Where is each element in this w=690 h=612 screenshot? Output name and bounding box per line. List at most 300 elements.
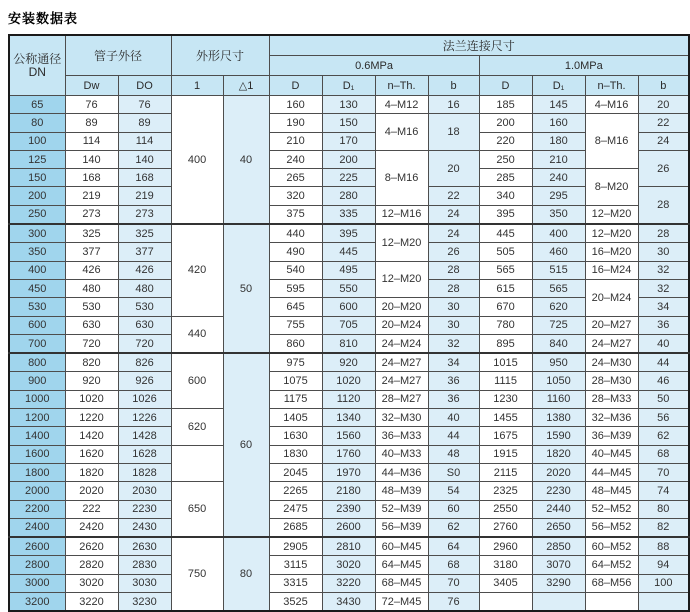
data-cell: 826	[118, 353, 171, 372]
data-cell: 2390	[322, 500, 375, 518]
data-cell: 1050	[532, 372, 585, 390]
data-cell: 80	[223, 537, 269, 611]
table-row	[9, 556, 689, 574]
data-cell: 445	[322, 243, 375, 261]
data-cell: 210	[532, 150, 585, 168]
data-cell: 76	[428, 593, 479, 612]
data-cell: 2810	[322, 537, 375, 556]
table-row	[9, 537, 689, 556]
data-cell: 3115	[269, 556, 322, 574]
data-cell: 68–M56	[585, 574, 638, 592]
data-cell: 720	[118, 334, 171, 353]
table-row	[9, 518, 689, 537]
col-header-overall-size: 外形尺寸	[171, 35, 269, 76]
data-cell: 3020	[65, 574, 118, 592]
data-cell: 36	[428, 390, 479, 408]
data-cell: 250	[479, 150, 532, 168]
table-row	[9, 114, 689, 132]
data-cell: 2905	[269, 537, 322, 556]
data-cell	[479, 593, 532, 612]
table-row	[9, 96, 689, 114]
data-cell: 28	[638, 224, 689, 243]
dn-cell: 1400	[9, 427, 65, 445]
dn-cell: 2000	[9, 482, 65, 500]
data-cell: 620	[171, 409, 223, 446]
data-cell: 840	[532, 334, 585, 353]
data-cell: 595	[269, 279, 322, 297]
dn-cell: 150	[9, 169, 65, 187]
col-header-pipe-od: 管子外径	[65, 35, 171, 76]
data-cell: 565	[532, 279, 585, 297]
col-header-dn-line1: 公称通径	[13, 51, 62, 66]
col-header-10mpa: 1.0MPa	[479, 56, 689, 76]
data-cell: 1020	[322, 372, 375, 390]
data-cell: 48–M45	[585, 482, 638, 500]
data-cell: 377	[65, 243, 118, 261]
data-cell: 210	[269, 132, 322, 150]
data-cell: 2230	[532, 482, 585, 500]
data-cell: 2430	[118, 518, 171, 537]
data-cell: 190	[269, 114, 322, 132]
data-cell: 426	[118, 261, 171, 279]
data-cell: 280	[322, 187, 375, 205]
data-cell: 225	[322, 169, 375, 187]
table-body	[9, 96, 689, 612]
data-cell: 16–M20	[585, 243, 638, 261]
dn-cell: 2800	[9, 556, 65, 574]
data-cell: 2265	[269, 482, 322, 500]
data-cell: 22	[428, 187, 479, 205]
data-cell: 650	[171, 482, 223, 537]
data-cell: 440	[171, 316, 223, 353]
dn-cell: 700	[9, 334, 65, 353]
data-cell: 50	[223, 224, 269, 353]
data-cell: 895	[479, 334, 532, 353]
data-cell: 2760	[479, 518, 532, 537]
data-cell: 140	[118, 150, 171, 168]
col-header-dn-line2: DN	[28, 64, 46, 79]
data-cell: 24	[428, 205, 479, 224]
data-cell: 2020	[65, 482, 118, 500]
dn-cell: 125	[9, 150, 65, 168]
data-cell: 16–M24	[585, 261, 638, 279]
data-cell: 62	[638, 427, 689, 445]
data-cell: 46	[638, 372, 689, 390]
data-cell: 220	[479, 132, 532, 150]
data-cell: 52–M52	[585, 500, 638, 518]
data-cell: 750	[171, 537, 223, 611]
data-cell: 34	[428, 353, 479, 372]
data-cell: 4–M12	[375, 96, 428, 114]
data-cell: 2475	[269, 500, 322, 518]
data-cell: 30	[428, 298, 479, 316]
data-cell: 820	[65, 353, 118, 372]
data-cell: 200	[479, 114, 532, 132]
data-cell: 1455	[479, 409, 532, 427]
data-cell: 2830	[118, 556, 171, 574]
data-cell: 1175	[269, 390, 322, 408]
data-cell: 335	[322, 205, 375, 224]
table-row	[9, 261, 689, 279]
data-cell: 68	[638, 445, 689, 463]
data-cell: 426	[65, 261, 118, 279]
data-cell: 2180	[322, 482, 375, 500]
data-cell: 2620	[65, 537, 118, 556]
data-cell: 920	[65, 372, 118, 390]
data-cell: 3430	[322, 593, 375, 612]
col-header-b-10: b	[638, 76, 689, 96]
data-cell: 32–M30	[375, 409, 428, 427]
dn-cell: 2600	[9, 537, 65, 556]
dn-cell: 900	[9, 372, 65, 390]
col-header-06mpa: 0.6MPa	[269, 56, 479, 76]
data-cell: 2600	[322, 518, 375, 537]
data-cell: 28	[428, 261, 479, 279]
col-header-d-10: D	[479, 76, 532, 96]
data-cell: 1820	[65, 463, 118, 481]
dn-cell: 250	[9, 205, 65, 224]
data-cell: 615	[479, 279, 532, 297]
data-cell: 920	[322, 353, 375, 372]
data-cell: 1160	[532, 390, 585, 408]
data-cell: 100	[638, 574, 689, 592]
data-cell: 395	[479, 205, 532, 224]
data-cell: 670	[479, 298, 532, 316]
data-cell: 375	[269, 205, 322, 224]
data-cell: 240	[269, 150, 322, 168]
dn-cell: 300	[9, 224, 65, 243]
dn-cell: 200	[9, 187, 65, 205]
data-cell: 32	[428, 334, 479, 353]
data-cell: 755	[269, 316, 322, 334]
data-cell: 8–M16	[375, 150, 428, 205]
data-cell: 88	[638, 537, 689, 556]
installation-data-table	[8, 34, 690, 612]
data-cell: 540	[269, 261, 322, 279]
data-cell: 8–M16	[585, 114, 638, 169]
data-cell: 70	[638, 463, 689, 481]
table-row	[9, 482, 689, 500]
data-cell: 530	[65, 298, 118, 316]
data-cell: 54	[428, 482, 479, 500]
data-cell: 24	[638, 132, 689, 150]
data-cell	[532, 593, 585, 612]
data-cell: 36	[638, 316, 689, 334]
data-cell: 28–M33	[585, 390, 638, 408]
data-cell: 2440	[532, 500, 585, 518]
data-cell: 80	[638, 500, 689, 518]
data-cell: 64	[428, 537, 479, 556]
dn-cell: 80	[9, 114, 65, 132]
data-cell: 89	[65, 114, 118, 132]
col-header-delta1: △1	[223, 76, 269, 96]
table-row	[9, 372, 689, 390]
table-row	[9, 243, 689, 261]
data-cell: 350	[532, 205, 585, 224]
data-cell: 630	[118, 316, 171, 334]
data-cell: 68	[428, 556, 479, 574]
table-row	[9, 169, 689, 187]
data-cell: 1230	[479, 390, 532, 408]
data-cell: 1405	[269, 409, 322, 427]
data-cell: 160	[269, 96, 322, 114]
data-cell: 1828	[118, 463, 171, 481]
data-cell: 82	[638, 518, 689, 537]
data-cell: 725	[532, 316, 585, 334]
col-header-l: 1	[171, 76, 223, 96]
table-row	[9, 445, 689, 463]
data-cell: 40–M45	[585, 445, 638, 463]
data-cell: 64–M45	[375, 556, 428, 574]
data-cell: 32	[638, 261, 689, 279]
data-cell: 40	[638, 334, 689, 353]
data-cell: 1075	[269, 372, 322, 390]
dn-cell: 350	[9, 243, 65, 261]
data-cell: 56	[638, 409, 689, 427]
data-cell: 36	[428, 372, 479, 390]
data-cell: 26	[638, 150, 689, 187]
data-cell: 2650	[532, 518, 585, 537]
data-cell: 56–M52	[585, 518, 638, 537]
col-header-nth-06: n–Th.	[375, 76, 428, 96]
data-cell: 550	[322, 279, 375, 297]
data-cell: 1026	[118, 390, 171, 408]
data-cell: 20	[428, 150, 479, 187]
dn-cell: 1200	[9, 409, 65, 427]
data-cell: 325	[65, 224, 118, 243]
data-cell: 400	[171, 96, 223, 225]
data-cell: 60–M52	[585, 537, 638, 556]
table-row	[9, 224, 689, 243]
data-cell: 3030	[118, 574, 171, 592]
col-header-d1-06: D₁	[322, 76, 375, 96]
table-row	[9, 390, 689, 408]
data-cell: 2420	[65, 518, 118, 537]
data-cell: 48–M39	[375, 482, 428, 500]
table-header	[9, 35, 689, 96]
data-cell: 44–M36	[375, 463, 428, 481]
col-header-dn	[9, 35, 65, 96]
dn-cell: 400	[9, 261, 65, 279]
table-row	[9, 205, 689, 224]
data-cell: 145	[532, 96, 585, 114]
data-cell: 3180	[479, 556, 532, 574]
data-cell: 74	[638, 482, 689, 500]
data-cell: 60–M45	[375, 537, 428, 556]
data-cell: 94	[638, 556, 689, 574]
data-cell: 273	[118, 205, 171, 224]
data-cell: 1226	[118, 409, 171, 427]
data-cell: 3220	[322, 574, 375, 592]
data-cell	[171, 445, 223, 482]
data-cell: 22	[638, 114, 689, 132]
data-cell: 2230	[118, 500, 171, 518]
data-cell: 24–M27	[375, 372, 428, 390]
data-cell	[638, 593, 689, 612]
data-cell: 4–M16	[375, 114, 428, 151]
data-cell: 18	[428, 114, 479, 151]
col-header-d-06: D	[269, 76, 322, 96]
data-cell: 1970	[322, 463, 375, 481]
data-cell: 2115	[479, 463, 532, 481]
data-cell: 1830	[269, 445, 322, 463]
dn-cell: 1000	[9, 390, 65, 408]
data-cell: 20–M24	[375, 316, 428, 334]
data-cell: 28	[428, 279, 479, 297]
data-cell: 860	[269, 334, 322, 353]
data-cell: 168	[118, 169, 171, 187]
dn-cell: 450	[9, 279, 65, 297]
dn-cell: 600	[9, 316, 65, 334]
data-cell: 12–M16	[375, 205, 428, 224]
data-cell: 64–M52	[585, 556, 638, 574]
data-cell: 2820	[65, 556, 118, 574]
col-header-do: DO	[118, 76, 171, 96]
data-cell: 420	[171, 224, 223, 316]
table-row	[9, 279, 689, 297]
data-cell: 44–M45	[585, 463, 638, 481]
data-cell: 2685	[269, 518, 322, 537]
dn-cell: 1600	[9, 445, 65, 463]
data-cell: 440	[269, 224, 322, 243]
data-cell: 1420	[65, 427, 118, 445]
data-cell: 20	[638, 96, 689, 114]
data-cell: 377	[118, 243, 171, 261]
data-cell: 273	[65, 205, 118, 224]
data-cell: 4–M16	[585, 96, 638, 114]
page-title: 安装数据表	[8, 11, 79, 26]
data-cell: 515	[532, 261, 585, 279]
data-cell: 2020	[532, 463, 585, 481]
col-header-dw: Dw	[65, 76, 118, 96]
data-cell: 32–M36	[585, 409, 638, 427]
table-row	[9, 409, 689, 427]
data-cell: 3405	[479, 574, 532, 592]
data-cell: 620	[532, 298, 585, 316]
dn-cell: 530	[9, 298, 65, 316]
data-cell: 60	[223, 353, 269, 537]
data-cell: 56–M39	[375, 518, 428, 537]
data-cell: 2325	[479, 482, 532, 500]
data-cell: 810	[322, 334, 375, 353]
data-cell: 24–M24	[375, 334, 428, 353]
data-cell: 505	[479, 243, 532, 261]
data-cell: 168	[65, 169, 118, 187]
data-cell: 30	[428, 316, 479, 334]
data-cell: 114	[118, 132, 171, 150]
data-cell: 2550	[479, 500, 532, 518]
data-cell: 2030	[118, 482, 171, 500]
data-cell: S0	[428, 463, 479, 481]
data-cell: 26	[428, 243, 479, 261]
data-cell: 3020	[322, 556, 375, 574]
data-cell: 1220	[65, 409, 118, 427]
data-cell: 1630	[269, 427, 322, 445]
dn-cell: 2200	[9, 500, 65, 518]
data-cell: 295	[532, 187, 585, 205]
data-cell: 2960	[479, 537, 532, 556]
data-cell: 3315	[269, 574, 322, 592]
table-row	[9, 353, 689, 372]
data-cell: 240	[532, 169, 585, 187]
data-cell: 114	[65, 132, 118, 150]
data-cell: 36–M33	[375, 427, 428, 445]
data-cell: 185	[479, 96, 532, 114]
data-cell: 12–M20	[585, 224, 638, 243]
dn-cell: 3000	[9, 574, 65, 592]
data-cell: 70	[428, 574, 479, 592]
data-cell: 62	[428, 518, 479, 537]
dn-cell: 100	[9, 132, 65, 150]
data-cell: 68–M45	[375, 574, 428, 592]
dn-cell: 3200	[9, 593, 65, 612]
data-cell: 60	[428, 500, 479, 518]
data-cell: 445	[479, 224, 532, 243]
data-cell: 2630	[118, 537, 171, 556]
dn-cell: 2400	[9, 518, 65, 537]
data-cell: 3230	[118, 593, 171, 612]
data-cell: 20–M27	[585, 316, 638, 334]
data-cell: 140	[65, 150, 118, 168]
data-cell: 89	[118, 114, 171, 132]
data-cell: 2045	[269, 463, 322, 481]
data-cell: 24–M27	[375, 353, 428, 372]
data-cell: 780	[479, 316, 532, 334]
data-cell: 40–M33	[375, 445, 428, 463]
data-cell: 265	[269, 169, 322, 187]
data-cell: 1620	[65, 445, 118, 463]
col-header-flange: 法兰连接尺寸	[269, 35, 689, 56]
table-row	[9, 463, 689, 481]
data-cell: 460	[532, 243, 585, 261]
data-cell: 1560	[322, 427, 375, 445]
data-cell: 24–M30	[585, 353, 638, 372]
data-cell: 24–M27	[585, 334, 638, 353]
data-cell: 16	[428, 96, 479, 114]
dn-cell: 65	[9, 96, 65, 114]
data-cell: 3525	[269, 593, 322, 612]
data-cell: 12–M20	[375, 261, 428, 298]
data-cell: 30	[638, 243, 689, 261]
data-cell: 28–M30	[585, 372, 638, 390]
data-cell: 480	[118, 279, 171, 297]
data-cell: 1820	[532, 445, 585, 463]
data-cell: 720	[65, 334, 118, 353]
data-cell: 705	[322, 316, 375, 334]
data-cell: 645	[269, 298, 322, 316]
data-cell: 170	[322, 132, 375, 150]
col-header-d1-10: D₁	[532, 76, 585, 96]
data-cell: 495	[322, 261, 375, 279]
data-cell: 200	[322, 150, 375, 168]
data-cell: 1428	[118, 427, 171, 445]
data-cell: 1590	[532, 427, 585, 445]
data-cell: 12–M20	[375, 224, 428, 261]
data-cell	[585, 593, 638, 612]
data-cell: 3290	[532, 574, 585, 592]
data-cell: 76	[118, 96, 171, 114]
data-cell: 219	[65, 187, 118, 205]
data-cell: 1340	[322, 409, 375, 427]
data-cell: 12–M20	[585, 205, 638, 224]
data-cell: 32	[638, 279, 689, 297]
data-cell: 28	[638, 187, 689, 224]
data-cell: 565	[479, 261, 532, 279]
dn-cell: 1800	[9, 463, 65, 481]
table-row	[9, 334, 689, 353]
data-cell: 150	[322, 114, 375, 132]
data-cell: 480	[65, 279, 118, 297]
